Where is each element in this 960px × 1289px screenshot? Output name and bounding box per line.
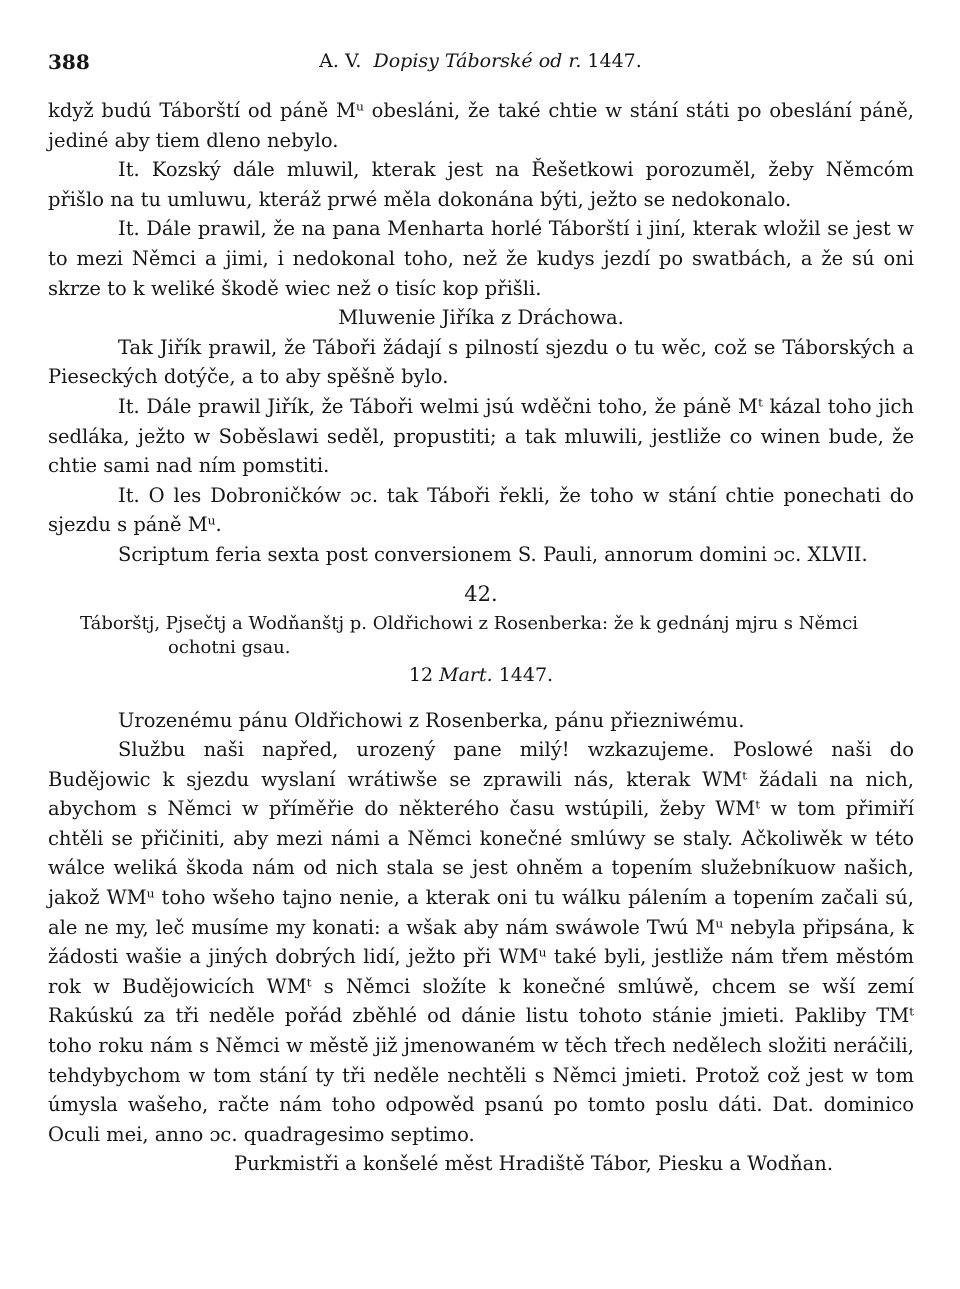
- running-head: [48, 50, 913, 72]
- date-month: Mart.: [439, 663, 493, 686]
- subheading: Mluwenie Jiříka z Dráchowa.: [338, 306, 624, 330]
- running-head-title: Dopisy Táborské od r.: [373, 50, 582, 72]
- letter-body: Službu naši napřed, urozený pane milý! wzkazujeme. Poslowé naši do Budějowic k sjezdu wyslaní wrátiwše se zprawili nás, kterak WMᵗ žádali na nich, abychom s Němci w příměřie do některého času wstúpili, žeby WMᵗ w tom přimiří chtěli se přičiniti, aby mezi námi a Němci konečné smlúwy se staly. Ačkoliwěk w této wálce weliká škoda nám od nich stala se jest ohněm a topením služebníkuow našich, jakož WMᵘ toho wšeho tajno nenie, a kterak oni tu wálku pálením a topením začali sú, ale ne my, leč musíme my konati: a wšak aby nám swáwole Twú Mᵘ nebyla připsána, k žádosti wašie a jiných dobrých lidí, ježto při WMᵘ také byli, jestliže nám třem městóm rok w Budějowicích WMᵗ s Němci složíte k konečné smlúwě, chcem se wší zemí Rakúskú za tři neděle pořád zběhlé od dánie listu tohoto stánie jmieti. Pakliby TMᵗ toho roku nám s Němci w městě již jmenowaném w těch třech nedělech složiti neráčili, tehdybychom w tom stání ty tři neděle nechtěli s Němci jmieti. Protož což jest w tom úmysla wašeho, račte nám toho odpowěd psanú po tomto poslu dáti. Dat. dominico Oculi mei, anno ɔc. quadragesimo septimo.: [48, 738, 914, 1146]
- page-header: [48, 50, 913, 82]
- document-date: [48, 664, 914, 686]
- running-head-prefix: A. V.: [319, 50, 362, 72]
- date-day: 12: [408, 663, 434, 686]
- paragraph: It. Kozský dále mluwil, kterak jest na Řešetkowi porozuměl, žeby Němcóm přišlo na tu umluwu, kteráž prwé měla dokonána býti, ježto se nedokonalo.: [48, 158, 914, 211]
- paragraph: It. Dále prawil Jiřík, že Táboři welmi jsú wděčni toho, že páně Mᵗ kázal toho jich sedláka, ježto w Soběslawi seděl, propustiti; a tak mluwili, jestliže co winen bude, že chtie sami nad ním pomstiti.: [48, 394, 914, 478]
- document-number: 42.: [464, 581, 498, 606]
- paragraph: Scriptum feria sexta post conversionem S. Pauli, annorum domini ɔc. XLVII.: [118, 542, 868, 566]
- paragraph: Tak Jiřík prawil, že Táboři žádají s pilností sjezdu o tu wěc, což se Táborských a Pieseckých dotýče, a to aby spěšně bylo.: [48, 335, 914, 389]
- letter-address: Urozenému pánu Oldřichowi z Rosenberka, pánu přiezniwému.: [118, 708, 745, 732]
- document-regest: Táborštj, Pjsečtj a Wodňanštj p. Oldřichowi z Rosenberka: že k gednánj mjru s Němci ochotni gsau.: [80, 612, 859, 658]
- date-year: 1447.: [498, 663, 554, 686]
- page-body: [48, 96, 914, 1179]
- running-head-year: 1447.: [587, 50, 642, 72]
- paragraph: It. O les Dobroničków ɔc. tak Táboři řekli, že toho w stání chtie ponechati do sjezdu s páně Mᵘ.: [48, 483, 914, 537]
- paragraph: It. Dále prawil, že na pana Menharta horlé Táborští i jiní, kterak wložil se jest w to mezi Němci a jimi, i nedokonal toho, než že kudys jezdí po swatbách, a že sú oni skrze to k weliké škodě wiec než o tisíc kop přišli.: [48, 217, 914, 300]
- paragraph: když budú Táborští od páně Mᵘ obesláni, že také chtie w stání státi po obeslání páně, jediné aby tiem dleno nebylo.: [48, 99, 914, 152]
- page-number: 388: [48, 50, 90, 74]
- letter-signature: Purkmistři a konšelé měst Hradiště Tábor, Piesku a Wodňan.: [234, 1152, 834, 1176]
